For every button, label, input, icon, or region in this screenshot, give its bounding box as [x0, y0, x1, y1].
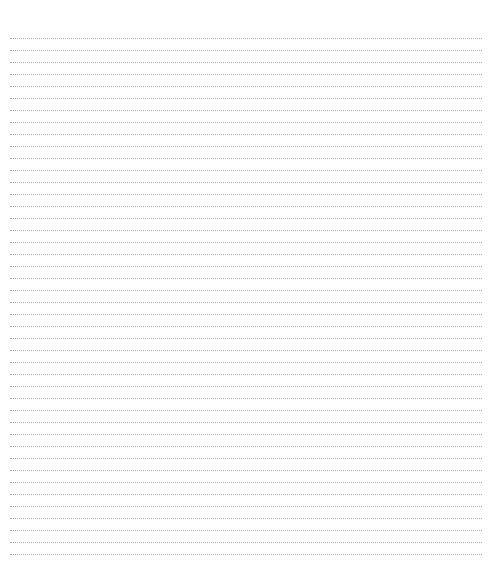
notice-line — [10, 519, 482, 531]
notice-line — [10, 135, 482, 147]
notice-line — [10, 99, 482, 111]
notice-title — [10, 6, 482, 23]
notice-line — [10, 219, 482, 231]
notice-line — [10, 363, 482, 375]
notice-line — [10, 483, 482, 495]
notice-line — [10, 171, 482, 183]
notice-line — [10, 303, 482, 315]
notice-line — [10, 243, 482, 255]
notice-line — [10, 423, 482, 435]
notice-line — [10, 339, 482, 351]
notice-line — [10, 75, 482, 87]
notice-line — [10, 39, 482, 51]
notice-body — [10, 27, 482, 555]
notice-line — [10, 195, 482, 207]
notice-line — [10, 63, 482, 75]
notice-line — [10, 159, 482, 171]
notice-line — [10, 495, 482, 507]
notice-line — [10, 255, 482, 267]
notice-line — [10, 267, 482, 279]
notice-line — [10, 123, 482, 135]
notice-line — [10, 543, 482, 555]
notice-line — [10, 207, 482, 219]
notice-line — [10, 531, 482, 543]
notice-line — [10, 87, 482, 99]
notice-line — [10, 111, 482, 123]
notice-line — [10, 315, 482, 327]
notice-line — [10, 291, 482, 303]
notice-line — [10, 411, 482, 423]
notice-line — [10, 447, 482, 459]
notice-line — [10, 279, 482, 291]
notice-line — [10, 351, 482, 363]
notice-line — [10, 327, 482, 339]
notice-line — [10, 231, 482, 243]
notice-line — [10, 387, 482, 399]
notice-line — [10, 183, 482, 195]
notice-line — [10, 459, 482, 471]
notice-footer — [10, 559, 482, 573]
notice-line — [10, 471, 482, 483]
notice-line — [10, 51, 482, 63]
notice-line — [10, 375, 482, 387]
notice-line — [10, 507, 482, 519]
notice-line — [10, 435, 482, 447]
notice-line — [10, 27, 482, 39]
notice-line — [10, 147, 482, 159]
notice-line — [10, 399, 482, 411]
